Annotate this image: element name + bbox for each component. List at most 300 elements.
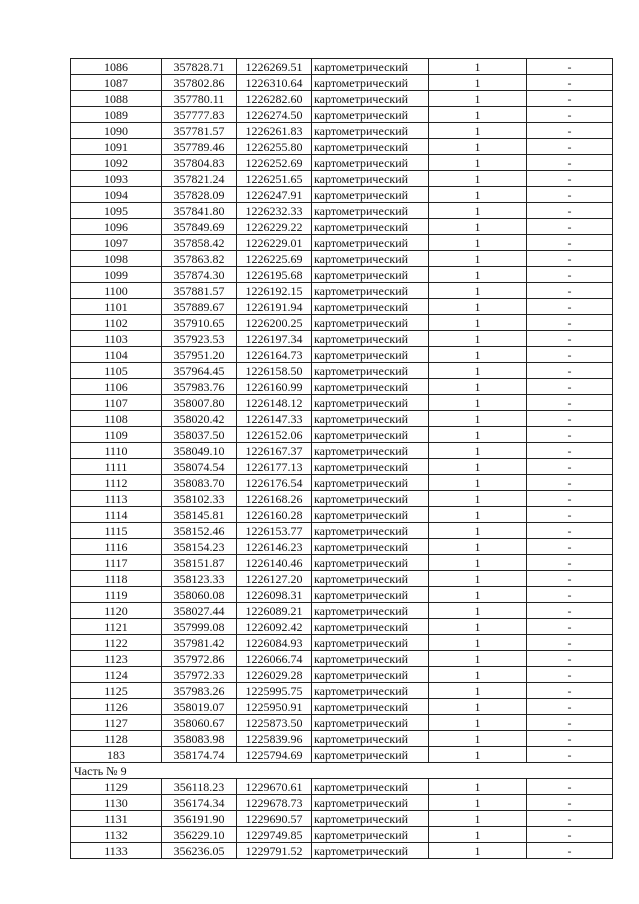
note-cell: - xyxy=(527,795,613,811)
x-coordinate-cell: 357951.20 xyxy=(162,347,237,363)
table-row xyxy=(71,411,613,427)
note-cell: - xyxy=(527,155,613,171)
method-cell: картометрический xyxy=(312,491,429,507)
point-number-cell: 1100 xyxy=(71,283,162,299)
y-coordinate-cell: 1226152.06 xyxy=(237,427,312,443)
coordinates-table-body xyxy=(71,59,613,859)
note-cell: - xyxy=(527,107,613,123)
method-cell: картометрический xyxy=(312,683,429,699)
point-number-cell: 1098 xyxy=(71,251,162,267)
point-number-cell: 1105 xyxy=(71,363,162,379)
note-cell: - xyxy=(527,667,613,683)
table-row xyxy=(71,59,613,75)
count-cell: 1 xyxy=(429,683,527,699)
x-coordinate-cell: 357802.86 xyxy=(162,75,237,91)
note-cell: - xyxy=(527,475,613,491)
method-cell: картометрический xyxy=(312,635,429,651)
count-cell: 1 xyxy=(429,155,527,171)
note-cell: - xyxy=(527,491,613,507)
count-cell: 1 xyxy=(429,715,527,731)
method-cell: картометрический xyxy=(312,475,429,491)
point-number-cell: 1111 xyxy=(71,459,162,475)
count-cell: 1 xyxy=(429,699,527,715)
point-number-cell: 1127 xyxy=(71,715,162,731)
y-coordinate-cell: 1226252.69 xyxy=(237,155,312,171)
y-coordinate-cell: 1226084.93 xyxy=(237,635,312,651)
table-row xyxy=(71,75,613,91)
table-row xyxy=(71,539,613,555)
count-cell: 1 xyxy=(429,187,527,203)
point-number-cell: 1108 xyxy=(71,411,162,427)
table-row xyxy=(71,699,613,715)
y-coordinate-cell: 1225873.50 xyxy=(237,715,312,731)
table-row xyxy=(71,843,613,859)
count-cell: 1 xyxy=(429,75,527,91)
count-cell: 1 xyxy=(429,827,527,843)
note-cell: - xyxy=(527,395,613,411)
note-cell: - xyxy=(527,459,613,475)
x-coordinate-cell: 358151.87 xyxy=(162,555,237,571)
count-cell: 1 xyxy=(429,411,527,427)
point-number-cell: 1110 xyxy=(71,443,162,459)
point-number-cell: 1109 xyxy=(71,427,162,443)
note-cell: - xyxy=(527,331,613,347)
count-cell: 1 xyxy=(429,635,527,651)
y-coordinate-cell: 1226164.73 xyxy=(237,347,312,363)
x-coordinate-cell: 356174.34 xyxy=(162,795,237,811)
point-number-cell: 1131 xyxy=(71,811,162,827)
table-row xyxy=(71,331,613,347)
point-number-cell: 1112 xyxy=(71,475,162,491)
count-cell: 1 xyxy=(429,315,527,331)
method-cell: картометрический xyxy=(312,331,429,347)
point-number-cell: 1117 xyxy=(71,555,162,571)
count-cell: 1 xyxy=(429,475,527,491)
x-coordinate-cell: 358007.80 xyxy=(162,395,237,411)
y-coordinate-cell: 1226225.69 xyxy=(237,251,312,267)
note-cell: - xyxy=(527,747,613,763)
y-coordinate-cell: 1226029.28 xyxy=(237,667,312,683)
note-cell: - xyxy=(527,75,613,91)
x-coordinate-cell: 357972.86 xyxy=(162,651,237,667)
table-row xyxy=(71,619,613,635)
x-coordinate-cell: 357804.83 xyxy=(162,155,237,171)
method-cell: картометрический xyxy=(312,699,429,715)
y-coordinate-cell: 1226089.21 xyxy=(237,603,312,619)
method-cell: картометрический xyxy=(312,219,429,235)
x-coordinate-cell: 358027.44 xyxy=(162,603,237,619)
point-number-cell: 1103 xyxy=(71,331,162,347)
point-number-cell: 1091 xyxy=(71,139,162,155)
table-row xyxy=(71,347,613,363)
count-cell: 1 xyxy=(429,203,527,219)
method-cell: картометрический xyxy=(312,715,429,731)
table-row xyxy=(71,363,613,379)
method-cell: картометрический xyxy=(312,555,429,571)
x-coordinate-cell: 357849.69 xyxy=(162,219,237,235)
table-row xyxy=(71,251,613,267)
method-cell: картометрический xyxy=(312,123,429,139)
count-cell: 1 xyxy=(429,299,527,315)
point-number-cell: 1122 xyxy=(71,635,162,651)
table-row xyxy=(71,475,613,491)
note-cell: - xyxy=(527,619,613,635)
x-coordinate-cell: 357858.42 xyxy=(162,235,237,251)
table-row xyxy=(71,427,613,443)
y-coordinate-cell: 1226140.46 xyxy=(237,555,312,571)
method-cell: картометрический xyxy=(312,75,429,91)
point-number-cell: 1102 xyxy=(71,315,162,331)
table-row xyxy=(71,747,613,763)
section-label: Часть № 9 xyxy=(71,763,613,779)
method-cell: картометрический xyxy=(312,795,429,811)
y-coordinate-cell: 1226177.13 xyxy=(237,459,312,475)
table-row xyxy=(71,667,613,683)
note-cell: - xyxy=(527,651,613,667)
y-coordinate-cell: 1226229.22 xyxy=(237,219,312,235)
table-row xyxy=(71,827,613,843)
x-coordinate-cell: 357828.09 xyxy=(162,187,237,203)
note-cell: - xyxy=(527,715,613,731)
y-coordinate-cell: 1226269.51 xyxy=(237,59,312,75)
method-cell: картометрический xyxy=(312,203,429,219)
method-cell: картометрический xyxy=(312,363,429,379)
x-coordinate-cell: 358060.67 xyxy=(162,715,237,731)
y-coordinate-cell: 1226261.83 xyxy=(237,123,312,139)
table-row xyxy=(71,491,613,507)
note-cell: - xyxy=(527,187,613,203)
table-row xyxy=(71,715,613,731)
note-cell: - xyxy=(527,123,613,139)
x-coordinate-cell: 358123.33 xyxy=(162,571,237,587)
y-coordinate-cell: 1226192.15 xyxy=(237,283,312,299)
x-coordinate-cell: 357983.26 xyxy=(162,683,237,699)
point-number-cell: 1115 xyxy=(71,523,162,539)
y-coordinate-cell: 1226274.50 xyxy=(237,107,312,123)
y-coordinate-cell: 1229791.52 xyxy=(237,843,312,859)
point-number-cell: 1128 xyxy=(71,731,162,747)
method-cell: картометрический xyxy=(312,251,429,267)
x-coordinate-cell: 358152.46 xyxy=(162,523,237,539)
x-coordinate-cell: 358049.10 xyxy=(162,443,237,459)
table-row xyxy=(71,123,613,139)
method-cell: картометрический xyxy=(312,91,429,107)
point-number-cell: 1087 xyxy=(71,75,162,91)
table-row xyxy=(71,283,613,299)
y-coordinate-cell: 1226200.25 xyxy=(237,315,312,331)
y-coordinate-cell: 1229690.57 xyxy=(237,811,312,827)
x-coordinate-cell: 358083.70 xyxy=(162,475,237,491)
table-row xyxy=(71,91,613,107)
x-coordinate-cell: 357999.08 xyxy=(162,619,237,635)
point-number-cell: 1088 xyxy=(71,91,162,107)
method-cell: картометрический xyxy=(312,443,429,459)
count-cell: 1 xyxy=(429,91,527,107)
point-number-cell: 1090 xyxy=(71,123,162,139)
count-cell: 1 xyxy=(429,363,527,379)
method-cell: картометрический xyxy=(312,827,429,843)
x-coordinate-cell: 358145.81 xyxy=(162,507,237,523)
point-number-cell: 1097 xyxy=(71,235,162,251)
table-row xyxy=(71,315,613,331)
note-cell: - xyxy=(527,827,613,843)
x-coordinate-cell: 358019.07 xyxy=(162,699,237,715)
method-cell: картометрический xyxy=(312,427,429,443)
count-cell: 1 xyxy=(429,747,527,763)
x-coordinate-cell: 358020.42 xyxy=(162,411,237,427)
point-number-cell: 1099 xyxy=(71,267,162,283)
y-coordinate-cell: 1226168.26 xyxy=(237,491,312,507)
y-coordinate-cell: 1226066.74 xyxy=(237,651,312,667)
method-cell: картометрический xyxy=(312,507,429,523)
method-cell: картометрический xyxy=(312,811,429,827)
method-cell: картометрический xyxy=(312,155,429,171)
method-cell: картометрический xyxy=(312,587,429,603)
table-row xyxy=(71,395,613,411)
count-cell: 1 xyxy=(429,811,527,827)
x-coordinate-cell: 357972.33 xyxy=(162,667,237,683)
table-row xyxy=(71,571,613,587)
note-cell: - xyxy=(527,283,613,299)
table-row xyxy=(71,555,613,571)
point-number-cell: 1129 xyxy=(71,779,162,795)
y-coordinate-cell: 1225839.96 xyxy=(237,731,312,747)
point-number-cell: 1120 xyxy=(71,603,162,619)
table-row xyxy=(71,731,613,747)
point-number-cell: 1113 xyxy=(71,491,162,507)
note-cell: - xyxy=(527,139,613,155)
method-cell: картометрический xyxy=(312,747,429,763)
note-cell: - xyxy=(527,251,613,267)
table-row xyxy=(71,267,613,283)
note-cell: - xyxy=(527,683,613,699)
note-cell: - xyxy=(527,219,613,235)
note-cell: - xyxy=(527,587,613,603)
section-row xyxy=(71,763,613,779)
point-number-cell: 1096 xyxy=(71,219,162,235)
point-number-cell: 1086 xyxy=(71,59,162,75)
method-cell: картометрический xyxy=(312,267,429,283)
method-cell: картометрический xyxy=(312,731,429,747)
point-number-cell: 1107 xyxy=(71,395,162,411)
x-coordinate-cell: 358154.23 xyxy=(162,539,237,555)
x-coordinate-cell: 357828.71 xyxy=(162,59,237,75)
table-row xyxy=(71,795,613,811)
y-coordinate-cell: 1226191.94 xyxy=(237,299,312,315)
point-number-cell: 1123 xyxy=(71,651,162,667)
note-cell: - xyxy=(527,507,613,523)
coordinates-table xyxy=(70,58,613,859)
x-coordinate-cell: 358102.33 xyxy=(162,491,237,507)
table-row xyxy=(71,299,613,315)
point-number-cell: 1106 xyxy=(71,379,162,395)
table-row xyxy=(71,603,613,619)
count-cell: 1 xyxy=(429,731,527,747)
point-number-cell: 1119 xyxy=(71,587,162,603)
y-coordinate-cell: 1226247.91 xyxy=(237,187,312,203)
y-coordinate-cell: 1226147.33 xyxy=(237,411,312,427)
table-row xyxy=(71,219,613,235)
table-row xyxy=(71,651,613,667)
y-coordinate-cell: 1226160.99 xyxy=(237,379,312,395)
x-coordinate-cell: 358037.50 xyxy=(162,427,237,443)
method-cell: картометрический xyxy=(312,59,429,75)
point-number-cell: 1133 xyxy=(71,843,162,859)
point-number-cell: 1126 xyxy=(71,699,162,715)
table-row xyxy=(71,523,613,539)
count-cell: 1 xyxy=(429,571,527,587)
y-coordinate-cell: 1226195.68 xyxy=(237,267,312,283)
count-cell: 1 xyxy=(429,795,527,811)
x-coordinate-cell: 357781.57 xyxy=(162,123,237,139)
note-cell: - xyxy=(527,171,613,187)
count-cell: 1 xyxy=(429,171,527,187)
note-cell: - xyxy=(527,203,613,219)
method-cell: картометрический xyxy=(312,603,429,619)
point-number-cell: 1132 xyxy=(71,827,162,843)
table-row xyxy=(71,171,613,187)
method-cell: картометрический xyxy=(312,379,429,395)
table-row xyxy=(71,459,613,475)
table-row xyxy=(71,155,613,171)
y-coordinate-cell: 1226153.77 xyxy=(237,523,312,539)
table-row xyxy=(71,139,613,155)
y-coordinate-cell: 1226167.37 xyxy=(237,443,312,459)
method-cell: картометрический xyxy=(312,459,429,475)
y-coordinate-cell: 1226255.80 xyxy=(237,139,312,155)
method-cell: картометрический xyxy=(312,171,429,187)
y-coordinate-cell: 1226148.12 xyxy=(237,395,312,411)
x-coordinate-cell: 358083.98 xyxy=(162,731,237,747)
count-cell: 1 xyxy=(429,587,527,603)
method-cell: картометрический xyxy=(312,139,429,155)
x-coordinate-cell: 358074.54 xyxy=(162,459,237,475)
table-row xyxy=(71,635,613,651)
x-coordinate-cell: 358060.08 xyxy=(162,587,237,603)
note-cell: - xyxy=(527,347,613,363)
y-coordinate-cell: 1225950.91 xyxy=(237,699,312,715)
table-row xyxy=(71,203,613,219)
y-coordinate-cell: 1226127.20 xyxy=(237,571,312,587)
note-cell: - xyxy=(527,731,613,747)
count-cell: 1 xyxy=(429,667,527,683)
y-coordinate-cell: 1229749.85 xyxy=(237,827,312,843)
y-coordinate-cell: 1226232.33 xyxy=(237,203,312,219)
y-coordinate-cell: 1229670.61 xyxy=(237,779,312,795)
table-row xyxy=(71,187,613,203)
y-coordinate-cell: 1226098.31 xyxy=(237,587,312,603)
count-cell: 1 xyxy=(429,267,527,283)
y-coordinate-cell: 1225995.75 xyxy=(237,683,312,699)
note-cell: - xyxy=(527,843,613,859)
note-cell: - xyxy=(527,91,613,107)
point-number-cell: 1121 xyxy=(71,619,162,635)
count-cell: 1 xyxy=(429,395,527,411)
x-coordinate-cell: 357874.30 xyxy=(162,267,237,283)
table-row xyxy=(71,379,613,395)
table-row xyxy=(71,779,613,795)
note-cell: - xyxy=(527,379,613,395)
x-coordinate-cell: 357983.76 xyxy=(162,379,237,395)
point-number-cell: 1130 xyxy=(71,795,162,811)
x-coordinate-cell: 357789.46 xyxy=(162,139,237,155)
point-number-cell: 1104 xyxy=(71,347,162,363)
y-coordinate-cell: 1226176.54 xyxy=(237,475,312,491)
count-cell: 1 xyxy=(429,251,527,267)
note-cell: - xyxy=(527,811,613,827)
table-row xyxy=(71,683,613,699)
y-coordinate-cell: 1226251.65 xyxy=(237,171,312,187)
count-cell: 1 xyxy=(429,235,527,251)
note-cell: - xyxy=(527,363,613,379)
method-cell: картометрический xyxy=(312,539,429,555)
table-row xyxy=(71,443,613,459)
count-cell: 1 xyxy=(429,107,527,123)
point-number-cell: 1089 xyxy=(71,107,162,123)
note-cell: - xyxy=(527,59,613,75)
method-cell: картометрический xyxy=(312,315,429,331)
point-number-cell: 1118 xyxy=(71,571,162,587)
x-coordinate-cell: 357841.80 xyxy=(162,203,237,219)
count-cell: 1 xyxy=(429,491,527,507)
count-cell: 1 xyxy=(429,347,527,363)
count-cell: 1 xyxy=(429,379,527,395)
x-coordinate-cell: 358174.74 xyxy=(162,747,237,763)
y-coordinate-cell: 1226229.01 xyxy=(237,235,312,251)
method-cell: картометрический xyxy=(312,619,429,635)
note-cell: - xyxy=(527,555,613,571)
note-cell: - xyxy=(527,235,613,251)
note-cell: - xyxy=(527,603,613,619)
x-coordinate-cell: 357964.45 xyxy=(162,363,237,379)
count-cell: 1 xyxy=(429,779,527,795)
table-row xyxy=(71,507,613,523)
point-number-cell: 1116 xyxy=(71,539,162,555)
method-cell: картометрический xyxy=(312,779,429,795)
note-cell: - xyxy=(527,571,613,587)
count-cell: 1 xyxy=(429,539,527,555)
point-number-cell: 1093 xyxy=(71,171,162,187)
method-cell: картометрический xyxy=(312,523,429,539)
x-coordinate-cell: 357863.82 xyxy=(162,251,237,267)
count-cell: 1 xyxy=(429,459,527,475)
point-number-cell: 1125 xyxy=(71,683,162,699)
y-coordinate-cell: 1226197.34 xyxy=(237,331,312,347)
count-cell: 1 xyxy=(429,555,527,571)
y-coordinate-cell: 1229678.73 xyxy=(237,795,312,811)
method-cell: картометрический xyxy=(312,843,429,859)
x-coordinate-cell: 357889.67 xyxy=(162,299,237,315)
note-cell: - xyxy=(527,299,613,315)
x-coordinate-cell: 357881.57 xyxy=(162,283,237,299)
table-row xyxy=(71,811,613,827)
count-cell: 1 xyxy=(429,603,527,619)
note-cell: - xyxy=(527,523,613,539)
point-number-cell: 1101 xyxy=(71,299,162,315)
y-coordinate-cell: 1226310.64 xyxy=(237,75,312,91)
count-cell: 1 xyxy=(429,507,527,523)
x-coordinate-cell: 357981.42 xyxy=(162,635,237,651)
method-cell: картометрический xyxy=(312,571,429,587)
y-coordinate-cell: 1226146.23 xyxy=(237,539,312,555)
method-cell: картометрический xyxy=(312,411,429,427)
method-cell: картометрический xyxy=(312,347,429,363)
point-number-cell: 1094 xyxy=(71,187,162,203)
table-row xyxy=(71,235,613,251)
note-cell: - xyxy=(527,267,613,283)
x-coordinate-cell: 356229.10 xyxy=(162,827,237,843)
count-cell: 1 xyxy=(429,283,527,299)
